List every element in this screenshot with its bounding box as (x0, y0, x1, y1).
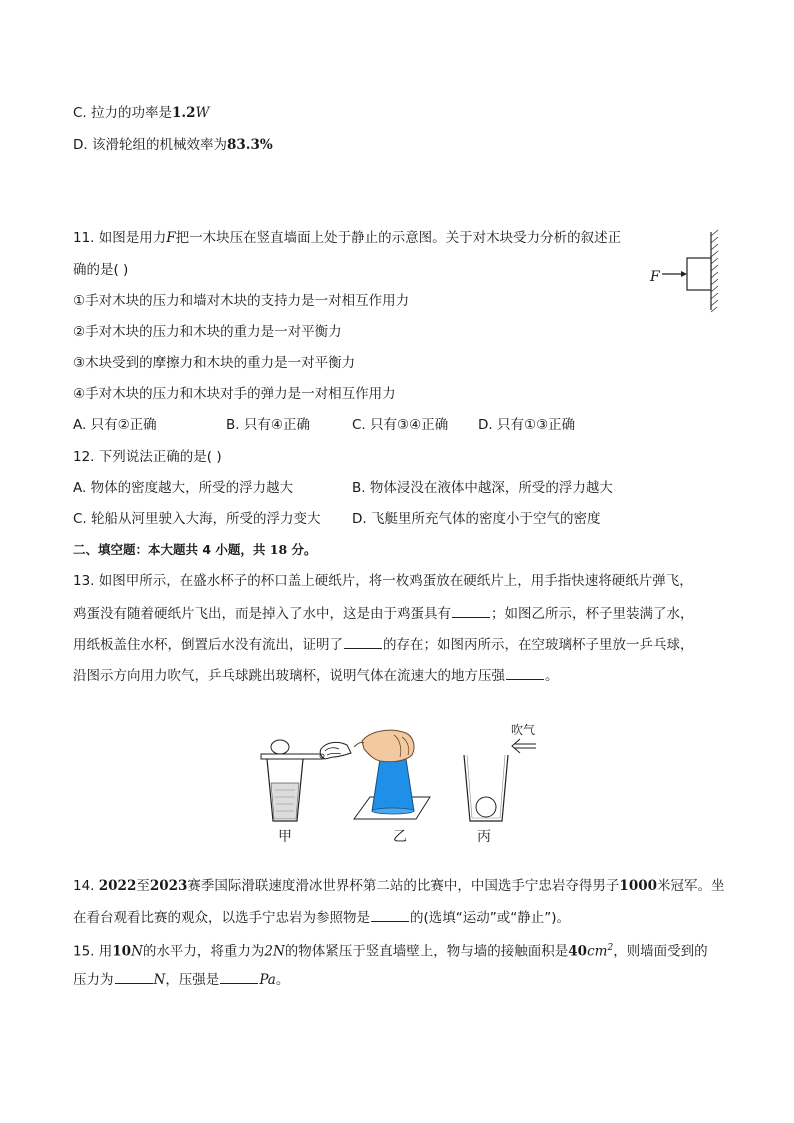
q11-stem-line2: 确的是( ) (73, 262, 129, 278)
q13-blank-3[interactable] (506, 665, 544, 680)
q11-statement-3: ③木块受到的摩擦力和木块的重力是一对平衡力 (73, 355, 356, 371)
q12-option-d: D. 飞艇里所充气体的密度小于空气的密度 (352, 511, 601, 527)
q13-blank-2[interactable] (344, 634, 382, 649)
q11-statement-1: ①手对木块的压力和墙对木块的支持力是一对相互作用力 (73, 293, 410, 309)
q13-caption-bing: 丙 (477, 829, 491, 845)
q13-figure-yi (350, 727, 440, 827)
q10-power-unit: W (195, 105, 210, 121)
q10-option-d: D. 该滑轮组的机械效率为83.3% (73, 137, 273, 153)
q14-line1: 14. 2022至2023赛季国际滑联速度滑冰世界杯第二站的比赛中，中国选手宁忠岩夺得男子1000米冠军。坐 (73, 878, 725, 894)
q11-option-b: B. 只有④正确 (226, 417, 310, 433)
q12-stem: 12. 下列说法正确的是( ) (73, 449, 222, 465)
q15-line2: 压力为 N，压强是 Pa。 (73, 969, 289, 989)
q15-blank-1[interactable] (115, 969, 153, 984)
q14-blank[interactable] (371, 907, 409, 922)
q11-option-c: C. 只有③④正确 (352, 417, 449, 433)
q13-line2: 鸡蛋没有随着硬纸片飞出，而是掉入了水中，这是由于鸡蛋具有 ；如图乙所示，杯子里装满了水， (73, 603, 694, 623)
q13-line4: 沿图示方向用力吹气，乒乓球跳出玻璃杯，说明气体在流速大的地方压强 。 (73, 665, 559, 685)
q10-efficiency-value: 83.3% (226, 137, 273, 153)
q11-statement-4: ④手对木块的压力和木块对手的弹力是一对相互作用力 (73, 386, 396, 402)
section-2-heading: 二、填空题：本大题共 4 小题，共 18 分。 (73, 542, 317, 557)
q11-statement-2: ②手对木块的压力和木块的重力是一对平衡力 (73, 324, 342, 340)
q13-caption-jia: 甲 (278, 829, 292, 845)
q10-power-value: 1.2 (172, 105, 196, 121)
q13-figure-bing (458, 735, 548, 827)
q10-option-c: C. 拉力的功率是1.2W (73, 105, 210, 121)
q12-option-b: B. 物体浸没在液体中越深，所受的浮力越大 (352, 480, 613, 496)
q13-line3: 用纸板盖住水杯，倒置后水没有流出，证明了 的存在；如图丙所示，在空玻璃杯子里放一乒乓球， (73, 634, 694, 654)
q11-option-a: A. 只有②正确 (73, 417, 157, 433)
q15-blank-2[interactable] (220, 969, 258, 984)
q11-stem-line1: 11. 如图是用力F把一木块压在竖直墙面上处于静止的示意图。关于对木块受力分析的叙述正 (73, 230, 622, 246)
q12-option-c: C. 轮船从河里驶入大海，所受的浮力变大 (73, 511, 321, 527)
q11-option-d: D. 只有①③正确 (478, 417, 576, 433)
q13-blank-1[interactable] (452, 603, 490, 618)
q13-blow-label: 吹气 (511, 723, 536, 737)
q13-line1: 13. 如图甲所示，在盛水杯子的杯口盖上硬纸片，将一枚鸡蛋放在硬纸片上，用手指快速将硬纸片弹飞， (73, 573, 693, 589)
q13-caption-yi: 乙 (393, 829, 407, 845)
q14-line2: 在看台观看比赛的观众，以选手宁忠岩为参照物是 的(选填“运动”或“静止”)。 (73, 907, 570, 927)
q13-figure-jia (255, 735, 355, 827)
q15-line1: 15. 用10N的水平力，将重力为2N的物体紧压于竖直墙壁上，物与墙的接触面积是$40cm^2$，则墙面受到的 (73, 943, 708, 960)
q11-force-label: F (650, 269, 660, 285)
q12-option-a: A. 物体的密度越大，所受的浮力越大 (73, 480, 294, 496)
